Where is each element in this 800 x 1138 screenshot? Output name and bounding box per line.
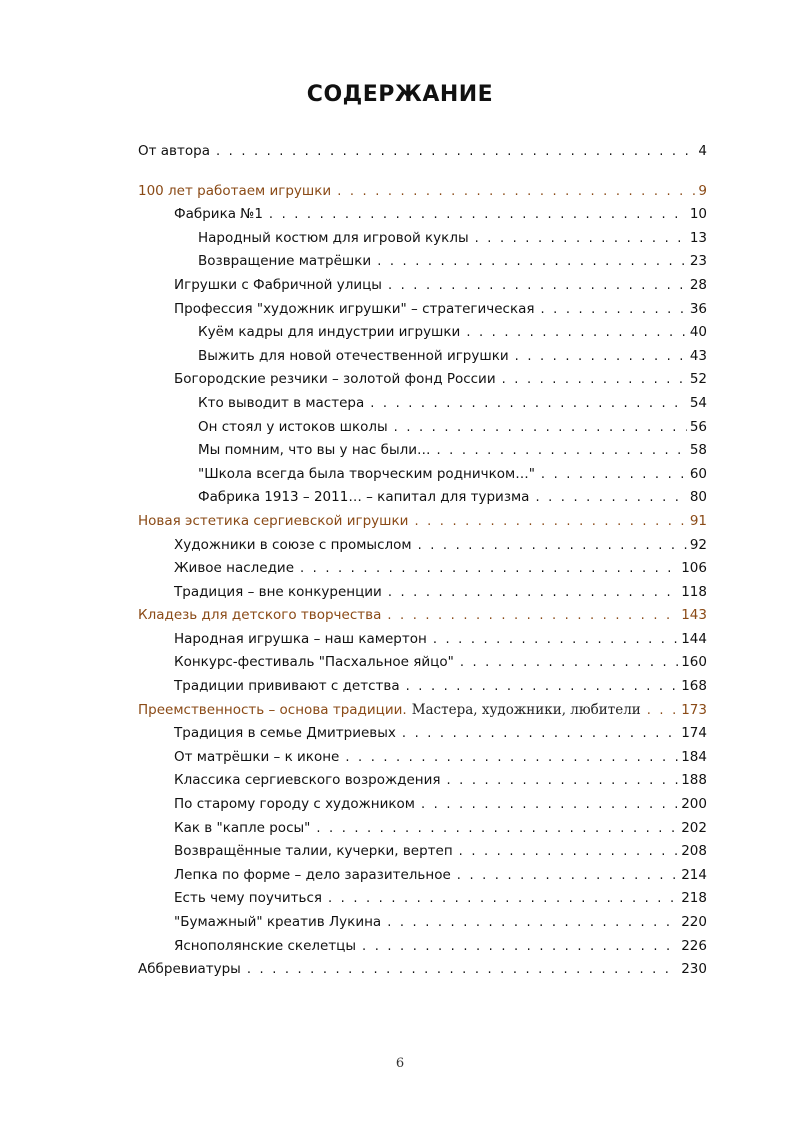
toc-entry-page: 174 [681, 725, 707, 742]
toc-entry-title: "Бумажный" креатив Лукина [174, 914, 382, 930]
toc-entry-page: 10 [689, 206, 707, 223]
toc-entry[interactable] [138, 230, 707, 254]
toc-entry-page: 168 [681, 678, 707, 695]
toc-entry[interactable] [138, 324, 707, 348]
dot-leader [459, 844, 679, 859]
toc-entry-page: 143 [681, 607, 707, 624]
toc-entry[interactable] [138, 537, 707, 561]
toc-entry[interactable] [138, 489, 707, 513]
dot-leader [402, 726, 678, 741]
table-of-contents [138, 143, 707, 985]
toc-entry-page: 43 [689, 347, 707, 364]
toc-entry-title: Есть чему поучиться [174, 890, 322, 907]
toc-entry-page: 160 [681, 654, 707, 671]
dot-leader [418, 538, 687, 553]
toc-entry-page: 184 [681, 748, 707, 765]
toc-entry-page: 36 [689, 300, 707, 317]
toc-entry[interactable] [138, 419, 707, 443]
dot-leader [433, 632, 678, 647]
dot-leader [337, 184, 695, 199]
toc-entry[interactable] [138, 253, 707, 277]
toc-entry-page: 60 [689, 465, 707, 482]
toc-entry[interactable] [138, 442, 707, 466]
toc-entry[interactable] [138, 961, 707, 985]
toc-entry-title: Традиция в семье Дмитриевых [174, 725, 396, 742]
toc-entry-page: 226 [681, 937, 707, 954]
dot-leader [387, 608, 678, 623]
toc-entry[interactable] [138, 183, 707, 207]
toc-entry-page: 9 [698, 182, 707, 199]
dot-leader [216, 144, 695, 159]
toc-entry[interactable] [138, 206, 707, 230]
dot-leader [387, 915, 678, 930]
toc-entry-page: 118 [681, 583, 707, 600]
toc-entry-page: 91 [689, 512, 707, 529]
toc-entry-note: Мастера, художники, любители [411, 701, 641, 718]
toc-entry-title: Лепка по форме – дело заразительное [174, 866, 451, 883]
dot-leader [394, 420, 687, 435]
toc-entry-page: 80 [689, 489, 707, 506]
toc-entry-title: Фабрика 1913 – 2011… – капитал для туризма [198, 489, 530, 506]
toc-entry[interactable] [138, 631, 707, 655]
toc-entry-title: Новая эстетика сергиевской игрушки [138, 512, 409, 529]
toc-entry-page: 52 [689, 371, 707, 388]
toc-entry-title: Кто выводит в мастера [198, 394, 365, 411]
toc-entry[interactable] [138, 654, 707, 678]
toc-entry-page: 218 [681, 890, 707, 907]
toc-entry-page: 230 [681, 961, 707, 978]
toc-entry[interactable] [138, 395, 707, 419]
dot-leader [466, 325, 686, 340]
page-number: 6 [395, 1056, 405, 1071]
toc-entry-title: Живое наследие [174, 560, 294, 577]
toc-entry-title: Возвращение матрёшки [198, 253, 372, 270]
toc-entry-page: 208 [681, 843, 707, 860]
toc-entry[interactable] [138, 843, 707, 867]
dot-leader [247, 962, 678, 977]
toc-entry[interactable] [138, 560, 707, 584]
toc-entry-title: Фабрика №1 [174, 206, 263, 223]
toc-entry[interactable] [138, 914, 707, 938]
toc-entry-page: 144 [681, 630, 707, 647]
toc-entry-title: Возвращённые талии, кучерки, вертеп [174, 843, 453, 860]
toc-entry-title: Как в "капле росы" [174, 819, 311, 836]
toc-entry-title: Народный костюм для игровой куклы [198, 229, 469, 246]
toc-entry-title: Конкурс-фестиваль "Пасхальное яйцо" [174, 654, 454, 671]
toc-entry-title: Классика сергиевского возрождения [174, 772, 441, 789]
dot-leader [446, 773, 678, 788]
toc-entry-title: Традиция – вне конкуренции [174, 583, 382, 600]
toc-entry-title: Он стоял у истоков школы [198, 418, 388, 435]
toc-entry-title: Выжить для новой отечественной игрушки [198, 347, 509, 364]
toc-entry-page: 173 [681, 701, 707, 718]
toc-entry[interactable] [138, 725, 707, 749]
toc-entry-title: Богородские резчики – золотой фонд России [174, 371, 496, 388]
toc-entry-page: 202 [681, 819, 707, 836]
toc-entry[interactable] [138, 143, 707, 167]
toc-entry-page: 4 [698, 143, 707, 159]
dot-leader [460, 655, 678, 670]
dot-leader [328, 891, 678, 906]
toc-entry-page: 13 [689, 229, 707, 246]
dot-leader [388, 585, 678, 600]
dot-leader [406, 679, 679, 694]
dot-leader [414, 514, 686, 529]
toc-entry-title: Куём кадры для индустрии игрушки [198, 324, 461, 341]
toc-heading: СОДЕРЖАНИЕ [306, 82, 494, 107]
toc-entry[interactable] [138, 890, 707, 914]
toc-entry[interactable] [138, 678, 707, 702]
dot-leader [377, 254, 687, 269]
dot-leader [515, 349, 687, 364]
dot-leader [370, 396, 687, 411]
toc-entry-title: Народная игрушка – наш камертон [174, 630, 427, 647]
dot-leader [388, 278, 687, 293]
toc-entry-title: Традиции прививают с детства [174, 678, 400, 695]
toc-entry-page: 106 [681, 560, 707, 577]
toc-entry-title: Яснополянские скелетцы [174, 937, 357, 954]
dot-leader [535, 490, 686, 505]
toc-entry-page: 200 [681, 796, 707, 813]
toc-entry-page: 23 [689, 253, 707, 270]
toc-entry[interactable] [138, 796, 707, 820]
dot-leader [316, 821, 678, 836]
toc-entry-title: Игрушки с Фабричной улицы [174, 276, 382, 293]
dot-leader [647, 703, 678, 718]
toc-entry-title: По старому городу с художником [174, 796, 415, 813]
toc-entry-page: 214 [681, 866, 707, 883]
dot-leader [457, 868, 678, 883]
dot-leader [300, 561, 678, 576]
dot-leader [421, 797, 678, 812]
toc-entry-title: Аббревиатуры [138, 961, 241, 978]
toc-entry-page: 220 [681, 914, 707, 930]
toc-entry-page: 188 [681, 772, 707, 789]
toc-entry[interactable] [138, 749, 707, 773]
toc-entry-title: От матрёшки – к иконе [174, 748, 340, 765]
toc-entry[interactable] [138, 938, 707, 962]
toc-entry[interactable] [138, 607, 707, 631]
toc-entry-title: От автора [138, 143, 210, 159]
toc-entry[interactable] [138, 867, 707, 891]
toc-entry-page: 40 [689, 324, 707, 341]
toc-entry[interactable] [138, 301, 707, 325]
toc-entry[interactable] [138, 702, 707, 726]
dot-leader [502, 372, 687, 387]
toc-entry-page: 28 [689, 276, 707, 293]
dot-leader [541, 467, 687, 482]
toc-entry-title: Преемственность – основа традиции. [138, 701, 407, 718]
toc-entry-title: Кладезь для детского творчества [138, 607, 382, 624]
toc-entry-page: 54 [689, 394, 707, 411]
toc-entry-title: Профессия "художник игрушки" – стратегическая [174, 300, 535, 317]
dot-leader [437, 443, 687, 458]
dot-leader [345, 750, 678, 765]
toc-entry-page: 56 [689, 418, 707, 435]
toc-entry-title: 100 лет работаем игрушки [138, 182, 332, 199]
toc-entry-title: "Школа всегда была творческим родничком…" [198, 465, 535, 482]
dot-leader [541, 302, 687, 317]
toc-entry[interactable] [138, 820, 707, 844]
dot-leader [475, 231, 687, 246]
toc-entry-page: 92 [689, 536, 707, 553]
toc-entry-title: Художники в союзе с промыслом [174, 536, 412, 553]
dot-leader [269, 207, 687, 222]
dot-leader [362, 939, 678, 954]
toc-entry[interactable] [138, 584, 707, 608]
toc-entry-page: 58 [689, 442, 707, 459]
toc-entry[interactable] [138, 466, 707, 490]
toc-entry[interactable] [138, 371, 707, 395]
toc-entry[interactable] [138, 348, 707, 372]
toc-entry-title: Мы помним, что вы у нас были… [198, 442, 431, 459]
toc-entry[interactable] [138, 277, 707, 301]
toc-entry[interactable] [138, 513, 707, 537]
toc-entry[interactable] [138, 772, 707, 796]
